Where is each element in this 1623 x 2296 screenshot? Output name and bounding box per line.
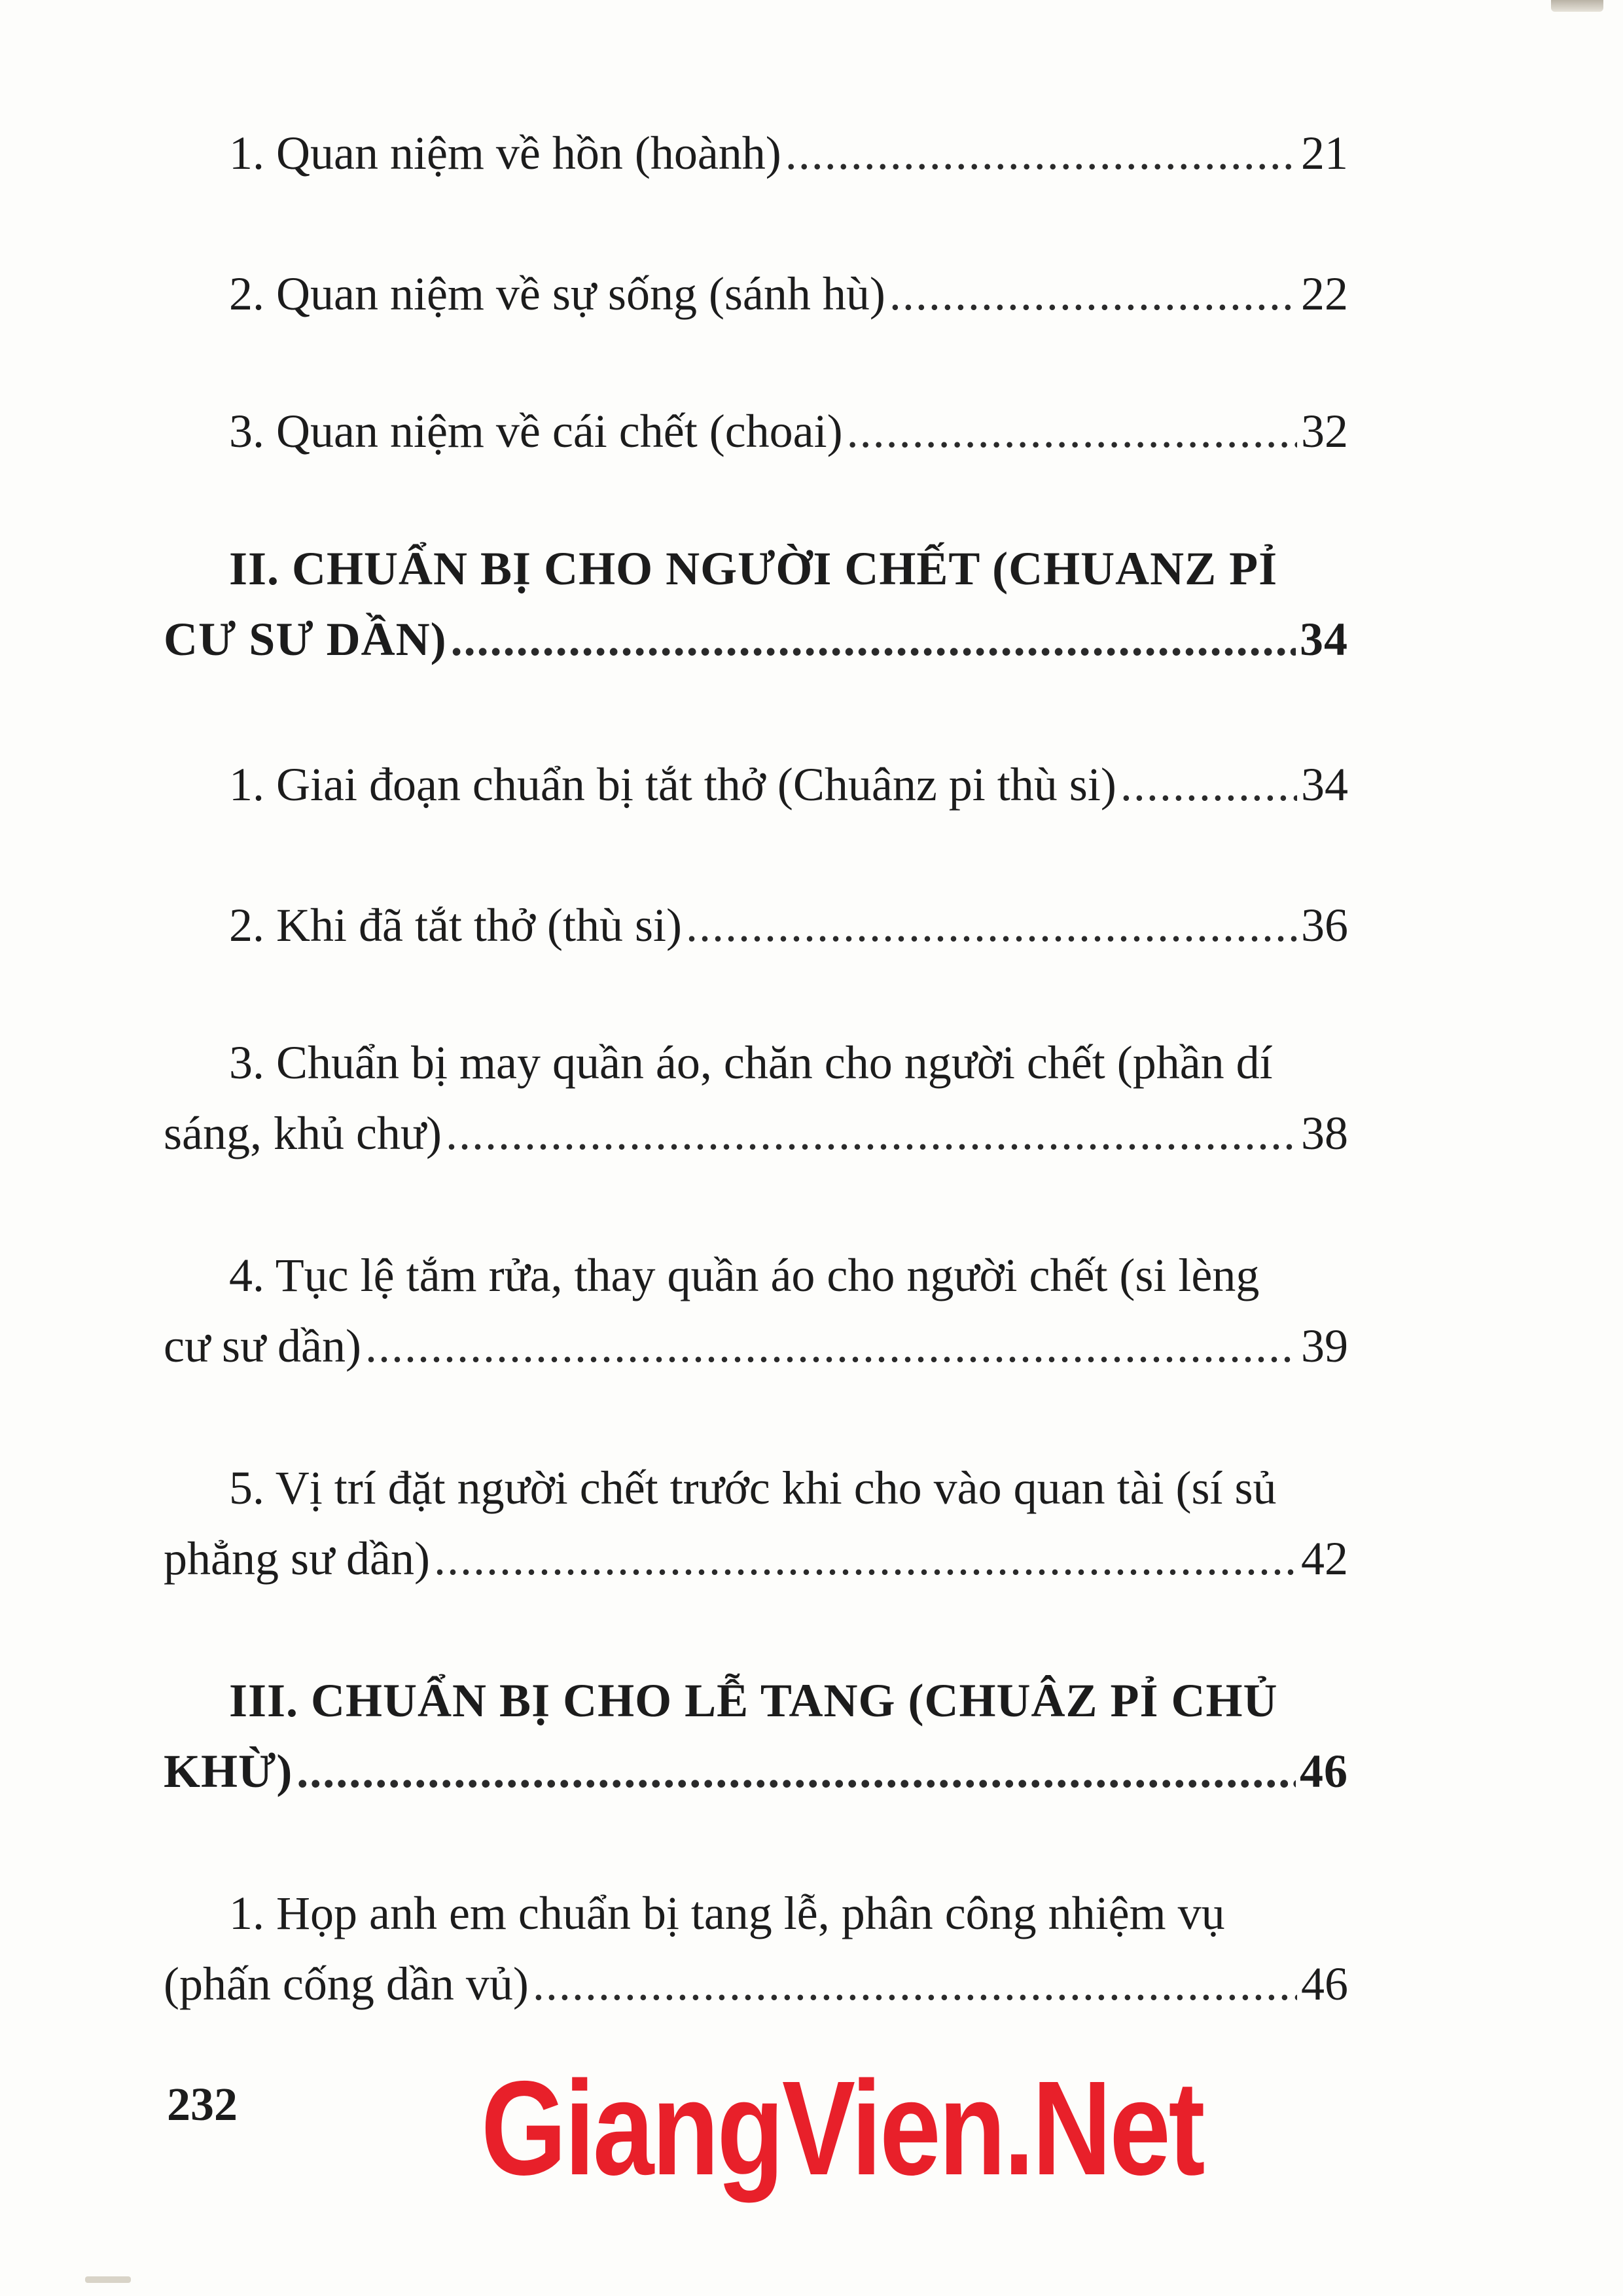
leader-dots [533, 1949, 1297, 2019]
leader-dots [785, 118, 1297, 188]
toc-page-number: 21 [1301, 127, 1348, 179]
toc-entry-title: 3. Quan niệm về cái chết (choai) [229, 405, 843, 457]
toc-entry-title-line1: 3. Chuẩn bị may quần áo, chăn cho người chết (phần dí [229, 1036, 1273, 1089]
toc-entry-title-line1: 5. Vị trí đặt người chết trước khi cho vào quan tài (sí sủ [229, 1462, 1277, 1514]
toc-page-number: 38 [1301, 1107, 1348, 1159]
leader-dots [434, 1523, 1297, 1594]
toc-page-number: 32 [1301, 405, 1348, 457]
toc-entry-title-line2: phẳng sư dần) [164, 1532, 430, 1585]
leader-dots [446, 1098, 1297, 1169]
toc-page-number: 34 [1300, 613, 1348, 665]
toc-entry-title-line2: cư sư dần) [164, 1320, 361, 1372]
leader-dots [686, 890, 1297, 961]
leader-dots [889, 258, 1297, 329]
toc-page-number: 36 [1301, 899, 1348, 951]
toc-page-number: 34 [1301, 758, 1348, 811]
toc-entry-title: 1. Giai đoạn chuẩn bị tắt thở (Chuânz pi thù si) [229, 758, 1116, 811]
leader-dots [847, 396, 1297, 467]
toc-entry-1[interactable] [164, 118, 1348, 188]
toc-entry-5[interactable] [164, 890, 1348, 961]
toc-section-iii[interactable] [164, 1665, 1348, 1807]
toc-section-ii[interactable] [164, 533, 1348, 675]
toc-entry-4[interactable] [164, 749, 1348, 820]
toc-section-title-line2: KHỪ) [164, 1745, 293, 1797]
toc-entry-title: 2. Quan niệm về sự sống (sánh hù) [229, 268, 885, 320]
leader-dots [365, 1311, 1297, 1381]
toc-page-number: 46 [1301, 1958, 1348, 2010]
toc-entry-9[interactable] [164, 1878, 1348, 2019]
toc-entry-title-line1: 1. Họp anh em chuẩn bị tang lễ, phân công nhiệm vụ [229, 1887, 1225, 1939]
leader-dots [1120, 749, 1297, 820]
scan-edge-mark-bottom [85, 2276, 131, 2283]
toc-page-number: 39 [1301, 1320, 1348, 1372]
toc-entry-6[interactable] [164, 1027, 1348, 1169]
toc-section-title-line1: II. CHUẨN BỊ CHO NGƯỜI CHẾT (CHUANZ PỈ [229, 542, 1278, 595]
toc-entry-title: 2. Khi đã tắt thở (thù si) [229, 899, 682, 951]
toc-entry-title-line2: sáng, khủ chư) [164, 1107, 442, 1159]
toc-section-title-line2: CƯ SƯ DẦN) [164, 613, 447, 665]
toc-entry-8[interactable] [164, 1453, 1348, 1594]
page-number: 232 [167, 2078, 238, 2130]
leader-dots [451, 604, 1296, 675]
leader-dots [296, 1736, 1296, 1807]
toc-section-title-line1: III. CHUẨN BỊ CHO LỄ TANG (CHUÂZ PỈ CHỦ [229, 1674, 1278, 1727]
toc-entry-7[interactable] [164, 1240, 1348, 1381]
toc-entry-2[interactable] [164, 258, 1348, 329]
toc-page-number: 22 [1301, 268, 1348, 320]
toc-page-number: 42 [1301, 1532, 1348, 1585]
toc-entry-title-line1: 4. Tục lệ tắm rửa, thay quần áo cho người chết (si lèng [229, 1249, 1260, 1301]
toc-entry-title-line2: (phấn cống dần vủ) [164, 1958, 529, 2010]
toc-entry-title: 1. Quan niệm về hồn (hoành) [229, 127, 781, 179]
toc-page-number: 46 [1300, 1745, 1348, 1797]
watermark-logo: GiangVien.Net [481, 2053, 1204, 2203]
toc-entry-3[interactable] [164, 396, 1348, 467]
scan-edge-mark [1551, 0, 1603, 12]
